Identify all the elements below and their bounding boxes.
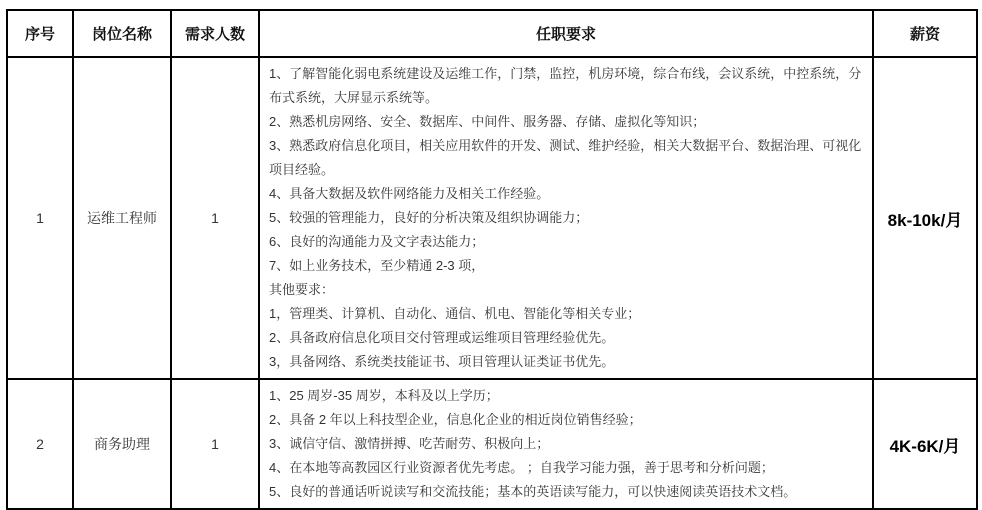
requirement-line: 5、较强的管理能力，良好的分析决策及组织协调能力； — [269, 210, 589, 225]
header-headcount: 需求人数 — [171, 10, 259, 57]
cell-position-name: 运维工程师 — [73, 57, 171, 379]
requirement-line: 2、熟悉机房网络、安全、数据库、中间件、服务器、存储、虚拟化等知识； — [269, 114, 706, 129]
header-serial-number: 序号 — [7, 10, 73, 57]
cell-serial-number: 1 — [7, 57, 73, 379]
job-requirements-table — [6, 9, 978, 510]
requirement-line: 1、25 周岁-35 周岁，本科及以上学历； — [269, 388, 499, 403]
requirement-line: 4、在本地等高教园区行业资源者优先考虑。 ；自我学习能力强，善于思考和分析问题； — [269, 460, 774, 475]
requirement-line: 4、具备大数据及软件网络能力及相关工作经验。 — [269, 186, 550, 201]
cell-headcount: 1 — [171, 57, 259, 379]
header-position-name: 岗位名称 — [73, 10, 171, 57]
cell-serial-number: 2 — [7, 379, 73, 509]
requirement-line: 其他要求： — [269, 282, 335, 297]
table-header-row — [7, 10, 977, 57]
table-row — [7, 379, 977, 509]
cell-headcount: 1 — [171, 379, 259, 509]
requirement-line: 6、良好的沟通能力及文字表达能力； — [269, 234, 485, 249]
requirement-line: 1、了解智能化弱电系统建设及运维工作，门禁，监控，机房环境，综合布线，会议系统，中控系统，分布式系统，大屏显示系统等。 — [269, 66, 862, 105]
cell-job-requirements — [259, 379, 873, 509]
cell-job-requirements — [259, 57, 873, 379]
requirement-line: 1，管理类、计算机、自动化、通信、机电、智能化等相关专业； — [269, 306, 641, 321]
header-salary: 薪资 — [873, 10, 977, 57]
requirement-line: 5、良好的普通话听说读写和交流技能；基本的英语读写能力，可以快速阅读英语技术文档。 — [269, 484, 797, 499]
cell-position-name: 商务助理 — [73, 379, 171, 509]
requirement-line: 2、具备政府信息化项目交付管理或运维项目管理经验优先。 — [269, 330, 615, 345]
requirement-line: 7、如上业务技术，至少精通 2-3 项， — [269, 258, 485, 273]
requirement-line: 3、诚信守信、激情拼搏、吃苦耐劳、积极向上； — [269, 436, 550, 451]
requirement-line: 3、熟悉政府信息化项目，相关应用软件的开发、测试、维护经验，相关大数据平台、数据治理、可视化项目经验。 — [269, 138, 862, 177]
cell-salary: 8k-10k/月 — [873, 57, 977, 379]
cell-salary: 4K-6K/月 — [873, 379, 977, 509]
header-job-requirements: 任职要求 — [259, 10, 873, 57]
table-row — [7, 57, 977, 379]
requirement-line: 2、具备 2 年以上科技型企业，信息化企业的相近岗位销售经验； — [269, 412, 642, 427]
requirement-line: 3，具备网络、系统类技能证书、项目管理认证类证书优先。 — [269, 354, 615, 369]
